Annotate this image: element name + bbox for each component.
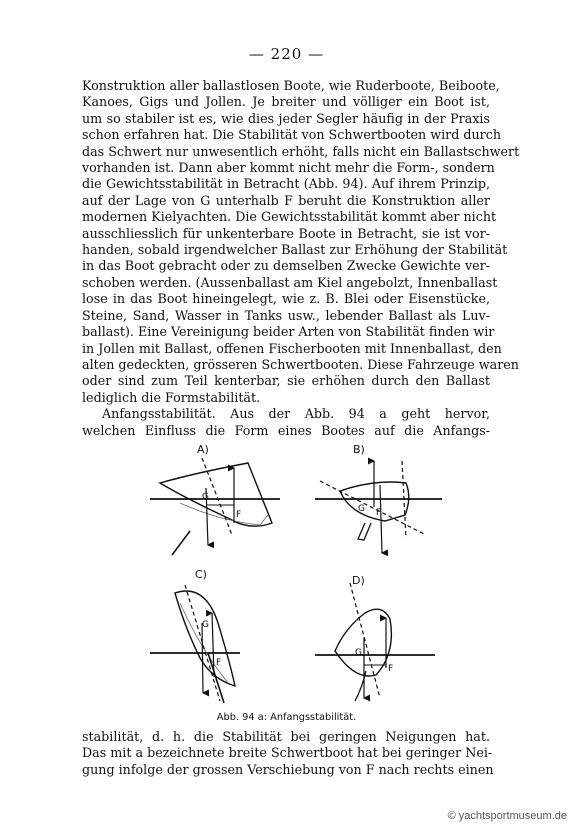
text-line: modernen Kielyachten. Die Gewichtsstabilität kommt aber nicht	[82, 209, 497, 225]
panel-label: A)	[197, 443, 209, 456]
text-line: ballast). Eine Vereinigung beider Arten von Stabilität finden wir	[82, 324, 495, 340]
label-g: G	[358, 504, 365, 514]
stability-diagram	[150, 443, 450, 708]
text-line: Konstruktion aller ballastlosen Boote, wie Ruderboote, Beiboote,	[82, 78, 500, 93]
main-paragraph	[82, 78, 520, 439]
text-line: gung infolge der grossen Verschiebung von F nach rechts einen	[82, 761, 494, 777]
keel	[358, 523, 371, 540]
text-line: schoben werden. (Aussenballast am Kiel angebolzt, Innenballast	[82, 274, 498, 290]
label-f: F	[376, 508, 382, 518]
gravity-arrow	[202, 623, 203, 693]
hull-shading	[180, 603, 228, 683]
panel-d	[315, 574, 435, 701]
panel-label: B)	[353, 443, 365, 456]
label-g: G	[202, 492, 209, 502]
text-line: das Schwert nur unwesentlich erhöht, falls nicht ein Ballastschwert	[82, 143, 520, 159]
text-line: vorhanden ist. Dann aber kommt nicht mehr die Form-, sondern	[82, 160, 495, 176]
text-line: ausschliesslich für unkenterbare Boote in Betracht, sie ist vor-	[82, 225, 490, 241]
gravity-arrow	[380, 485, 382, 553]
text-line: stabilität, d. h. die Stabilität bei geringen Neigungen hat.	[82, 729, 490, 744]
panel-a	[150, 443, 280, 555]
label-f: F	[236, 510, 242, 520]
text-line: Kanoes, Gigs und Jollen. Je breiter und völliger ein Boot ist,	[82, 94, 490, 110]
text-line: handen, sobald irgendwelcher Ballast zur Erhöhung der Stabilität	[82, 242, 508, 258]
text-line: um so stabiler ist es, wie dies jeder Segler häufig in der Praxis	[82, 110, 490, 126]
text-line: alten gedeckten, grösseren Schwertbooten. Diese Fahrzeuge waren	[82, 356, 519, 372]
text-line: auf der Lage von G unterhalb F beruht die Konstruktion aller	[82, 192, 490, 208]
hull-outline	[175, 591, 235, 686]
text-line: welchen Einfluss die Form eines Bootes auf die Anfangs-	[82, 422, 490, 438]
panel-c	[150, 568, 240, 703]
label-g: G	[202, 620, 209, 630]
panel-label: D)	[352, 574, 365, 587]
label-f: F	[216, 658, 222, 668]
text-line: lose in das Boot hineingelegt, wie z. B. Blei oder Eisenstücke,	[82, 291, 490, 307]
hull-shading	[180, 503, 268, 525]
figure-94a	[150, 443, 450, 708]
watermark: © yachtsportmuseum.de	[447, 810, 567, 822]
mast-axis	[350, 583, 380, 698]
text-line: schon erfahren hat. Die Stabilität von Schwertbooten wird durch	[82, 127, 502, 143]
hull-outline	[335, 609, 394, 676]
text-line: oder sind zum Teil kenterbar, sie erhöhen durch den Ballast	[82, 373, 490, 389]
panel-b	[315, 443, 442, 553]
bottom-paragraph	[82, 729, 494, 778]
text-line: in das Boot gebracht oder zu demselben Zwecke Gewichte ver-	[82, 258, 490, 274]
page-number: — 220 —	[248, 45, 325, 63]
panel-label: C)	[195, 568, 207, 581]
figure-caption: Abb. 94 a: Anfangsstabilität.	[216, 712, 357, 723]
text-line: in Jollen mit Ballast, offenen Fischerbooten mit Innenballast, den	[82, 340, 502, 356]
text-line: die Gewichtsstabilität in Betracht (Abb. 94). Auf ihrem Prinzip,	[82, 176, 490, 192]
text-line: Steine, Sand, Wasser in Tanks usw., lebender Ballast als Luv-	[82, 307, 490, 323]
text-line: Das mit a bezeichnete breite Schwertboot hat bei geringer Nei-	[82, 745, 493, 761]
inclined-axis	[320, 481, 426, 535]
label-f: F	[388, 664, 394, 674]
text-line: lediglich die Formstabilität.	[82, 389, 261, 405]
text-line: Anfangsstabilität. Aus der Abb. 94 a geht hervor,	[102, 406, 490, 422]
centerboard	[172, 531, 190, 555]
label-g: G	[355, 648, 362, 658]
